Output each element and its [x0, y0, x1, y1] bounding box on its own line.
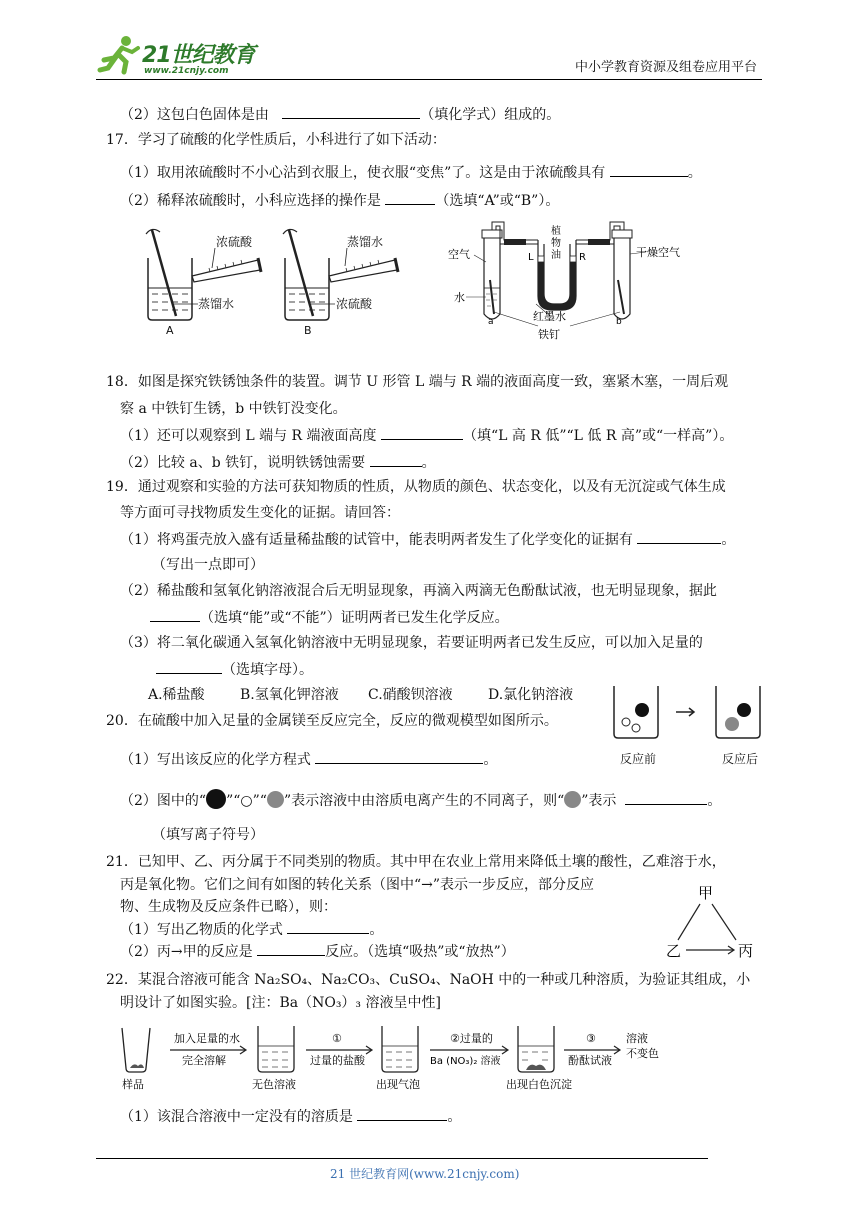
arrow-right-icon	[686, 946, 734, 954]
fig-b-top-label: 蒸馏水	[347, 235, 384, 249]
answer-blank[interactable]	[370, 452, 422, 467]
answer-blank[interactable]	[287, 919, 369, 934]
flow-step2-bot: Ba (NO₃)₂ 溶液	[430, 1056, 501, 1067]
q17-p1: （1）取用浓硫酸时不小心沾到衣服上，使衣服“变焦”了。这是由于浓硫酸具有 。	[120, 162, 702, 183]
answer-blank[interactable]	[315, 749, 483, 764]
q21-stem-3: 物、生成物及反应条件已略），则：	[120, 899, 337, 915]
q18-p1: （1）还可以观察到 L 端与 R 端液面高度 （填“L 高 R 低”“L 低 R 高”或“一样高”）。	[120, 425, 733, 446]
answer-blank[interactable]	[385, 190, 435, 205]
footer-text: 21 世纪教育网(www.21cnjy.com)	[330, 1167, 520, 1181]
q17-p2: （2）稀释浓硫酸时，小科应选择的操作是 （选填“A”或“B”）。	[120, 190, 559, 211]
label-after: 反应后	[722, 752, 759, 766]
q20-p2-note: （填写离子符号）	[152, 827, 264, 843]
q19-option-c: C.硝酸钡溶液	[368, 687, 453, 703]
ion-white-icon	[622, 718, 630, 726]
q21-p2: （2）丙→甲的反应是 反应。（选填“吸热”或“放热”）	[120, 941, 515, 962]
experiment-flow-diagram	[116, 1022, 696, 1094]
ion-grey-icon	[267, 791, 284, 808]
q21-p1: （1）写出乙物质的化学式 。	[120, 919, 383, 940]
label-r: R	[579, 252, 586, 263]
header-rule	[96, 79, 762, 80]
node-jia: 甲	[698, 884, 714, 902]
label-oil-2: 物	[551, 238, 561, 249]
dilution-figure	[130, 220, 420, 338]
reaction-model-figure	[608, 682, 768, 742]
q22-stem-1: 22．某混合溶液可能含 Na₂SO₄、Na₂CO₃、CuSO₄、NaOH 中的一种或几种溶质，为验证其组成，小	[106, 972, 751, 988]
q19-p2-b: （选填“能”或“不能”）证明两者已发生化学反应。	[150, 607, 509, 628]
fig-a-side-label: 蒸馏水	[198, 297, 235, 311]
answer-blank[interactable]	[610, 162, 688, 177]
label-l: L	[528, 252, 534, 263]
flow-label-1: 无色溶液	[252, 1078, 296, 1091]
flow-result-2: 不变色	[626, 1047, 659, 1060]
fig-a-top-label: 浓硫酸	[216, 235, 253, 249]
q20-stem: 20．在硫酸中加入足量的金属镁至反应完全，反应的微观模型如图所示。	[106, 713, 558, 729]
q18-stem-1: 18．如图是探究铁锈蚀条件的装置。调节 U 形管 L 端与 R 端的液面高度一致，塞紧木塞，一周后观	[106, 374, 729, 390]
runner-logo-icon	[96, 34, 144, 76]
q20-p2: （2）图中的“ ”“○”“ ”表示溶液中由溶质电离产生的不同离子，则“ ”表示 。	[120, 789, 721, 811]
answer-blank[interactable]	[282, 104, 420, 119]
q18-p2: （2）比较 a、b 铁钉，说明铁锈蚀需要 。	[120, 452, 436, 473]
fig-b-side-label: 浓硫酸	[336, 297, 373, 311]
q19-option-d: D.氯化钠溶液	[488, 687, 574, 703]
q18-stem-2: 察 a 中铁钉生锈，b 中铁钉没变化。	[120, 401, 347, 417]
flow-step0-bot: 完全溶解	[182, 1054, 226, 1067]
q22-p1: （1）该混合溶液中一定没有的溶质是 。	[120, 1106, 461, 1127]
node-bing: 丙	[738, 942, 754, 960]
rust-apparatus-figure	[440, 218, 690, 348]
answer-blank[interactable]	[381, 425, 463, 440]
q19-p2-a: （2）稀盐酸和氢氧化钠溶液混合后无明显现象，再滴入两滴无色酚酞试液，也无明显现象，据此	[120, 583, 717, 599]
ion-black-icon	[635, 703, 649, 717]
q22-stem-2: 明设计了如图实验。[注：Ba（NO₃）₃ 溶液呈中性]	[120, 995, 441, 1011]
flow-step0-top: 加入足量的水	[174, 1032, 240, 1045]
flow-label-3: 出现白色沉淀	[506, 1078, 572, 1091]
q16-p2: （2）这包白色固体是由 （填化学式）组成的。	[120, 104, 560, 125]
answer-blank[interactable]	[150, 607, 200, 622]
fig-b-letter: B	[304, 324, 312, 337]
label-b: b	[616, 317, 622, 327]
label-oil-1: 植	[551, 226, 561, 237]
conversion-triangle	[664, 880, 764, 960]
label-water: 水	[454, 291, 465, 304]
answer-blank[interactable]	[625, 790, 707, 805]
label-red-water: 红墨水	[533, 310, 566, 323]
flow-step1-top: ①	[332, 1032, 342, 1045]
q19-p3-a: （3）将二氧化碳通入氢氧化钠溶液中无明显现象，若要证明两者已发生反应，可以加入足量的	[120, 635, 703, 651]
arrow-right-icon	[676, 708, 694, 716]
label-a: a	[488, 317, 494, 327]
label-air: 空气	[448, 248, 470, 261]
q19-stem-2: 等方面可寻找物质发生变化的证据。请回答：	[120, 505, 400, 521]
flow-result-1: 溶液	[626, 1032, 648, 1045]
logo-url: www.21cnjy.com	[144, 66, 229, 76]
flow-step1-bot: 过量的盐酸	[310, 1054, 365, 1067]
q19-option-a: A.稀盐酸	[148, 687, 205, 703]
label-before: 反应前	[620, 752, 657, 766]
answer-blank[interactable]	[257, 941, 325, 956]
platform-name: 中小学教育资源及组卷应用平台	[575, 60, 758, 75]
logo	[96, 34, 266, 80]
fig-a-letter: A	[166, 324, 174, 337]
q21-stem-2: 丙是氧化物。它们之间有如图的转化关系（图中“→”表示一步反应，部分反应	[120, 877, 595, 893]
node-yi: 乙	[666, 942, 682, 960]
ion-black-icon	[206, 789, 226, 809]
flow-step2-top: ②过量的	[450, 1032, 493, 1045]
ion-black-icon	[737, 703, 751, 717]
label-oil-3: 油	[551, 250, 561, 261]
footer-rule	[96, 1158, 708, 1159]
flow-label-2: 出现气泡	[376, 1078, 420, 1091]
flow-label-0: 样品	[122, 1078, 144, 1091]
q17-stem: 17．学习了硫酸的化学性质后，小科进行了如下活动：	[106, 132, 446, 148]
q19-p1-note: （写出一点即可）	[152, 557, 264, 573]
answer-blank[interactable]	[637, 529, 721, 544]
label-dry-air: 干燥空气	[636, 246, 680, 259]
answer-blank[interactable]	[357, 1106, 447, 1121]
flow-step3-top: ③	[586, 1032, 596, 1045]
ion-grey-icon	[564, 791, 581, 808]
logo-text: 21世纪教育	[142, 43, 255, 68]
q19-stem-1: 19．通过观察和实验的方法可获知物质的性质，从物质的颜色、状态变化，以及有无沉淀或气体生成	[106, 479, 726, 495]
q19-option-b: B.氢氧化钾溶液	[240, 687, 339, 703]
flow-step3-bot: 酚酞试液	[568, 1054, 612, 1067]
q21-stem-1: 21．已知甲、乙、丙分属于不同类别的物质。其中甲在农业上常用来降低土壤的酸性，乙难溶于水，	[106, 854, 726, 870]
label-nail: 铁钉	[538, 328, 560, 341]
ion-grey-icon	[725, 717, 739, 731]
q19-p3-b: （选填字母）。	[156, 659, 313, 680]
answer-blank[interactable]	[156, 659, 222, 674]
header	[0, 0, 860, 80]
q19-p1: （1）将鸡蛋壳放入盛有适量稀盐酸的试管中，能表明两者发生了化学变化的证据有 。	[120, 529, 735, 550]
ion-white-icon	[632, 724, 640, 732]
q20-p1: （1）写出该反应的化学方程式 。	[120, 749, 497, 770]
